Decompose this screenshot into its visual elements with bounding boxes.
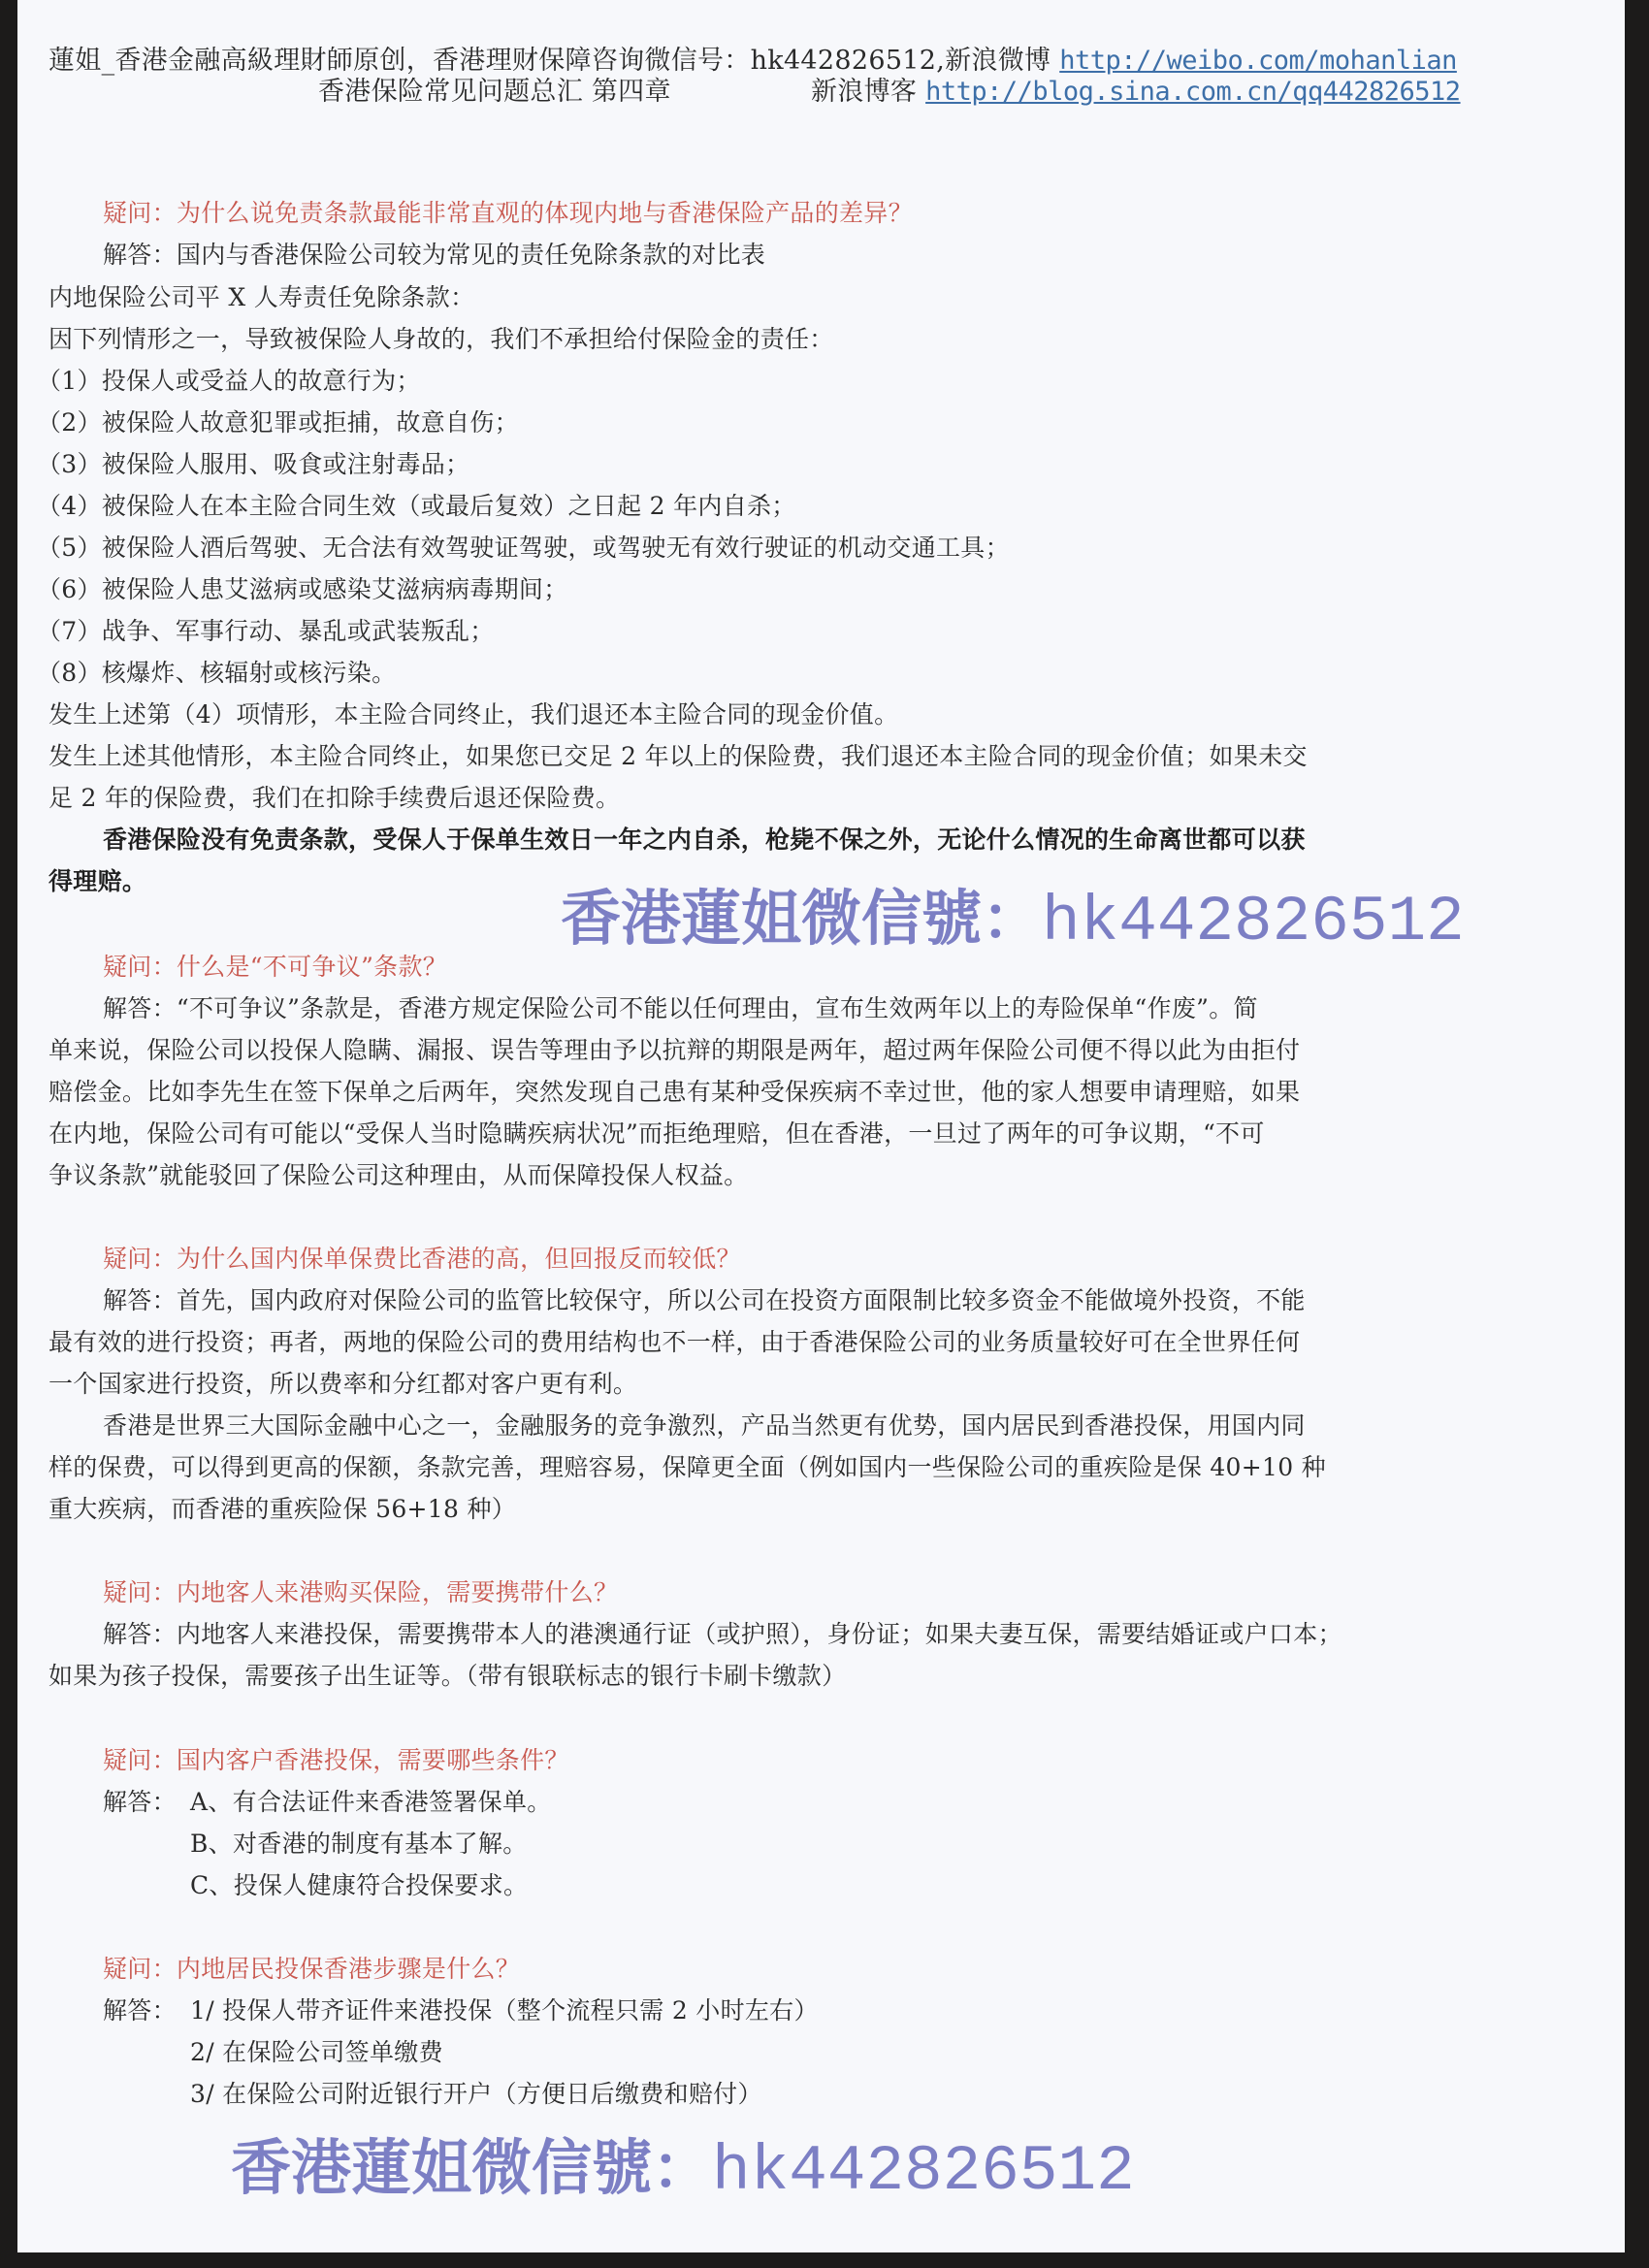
answer-2-line: 单来说，保险公司以投保人隐瞒、漏报、误告等理由予以抗辩的期限是两年，超过两年保险公司便不得以此为由拒付 [48, 1036, 1301, 1064]
header-line-1 [48, 47, 1457, 76]
blog-label: 新浪博客 [811, 77, 926, 107]
watermark-label: 香港蓮姐微信號： [231, 2132, 713, 2203]
question-1: 疑问：为什么说免责条款最能非常直观的体现内地与香港保险产品的差异？ [103, 199, 913, 227]
weibo-link[interactable]: http://weibo.com/mohanlian [1059, 46, 1457, 76]
exclusion-item: （2）被保险人故意犯罪或拒捕，故意自伤； [37, 408, 519, 437]
exclusion-item: （5）被保险人酒后驾驶、无合法有效驾驶证驾驶，或驾驶无有效行驶证的机动交通工具； [37, 534, 1010, 562]
answer-5-label: 解答： [103, 1788, 177, 1816]
answer-2-line: 在内地，保险公司有可能以“受保人当时隐瞒疾病状况”而拒绝理赔，但在香港，一旦过了两年的可争议期，“不可 [48, 1119, 1265, 1148]
scanned-page [17, 0, 1625, 2252]
answer-2-line: 解答：“不可争议”条款是，香港方规定保险公司不能以任何理由，宣布生效两年以上的寿险保单“作废”。简 [103, 994, 1258, 1022]
answer-3-line: 一个国家进行投资，所以费率和分红都对客户更有利。 [48, 1370, 638, 1398]
step-item: 3/ 在保险公司附近银行开户（方便日后缴费和赔付） [190, 2080, 762, 2108]
exclusion-item: （4）被保险人在本主险合同生效（或最后复效）之日起 2 年内自杀； [37, 492, 796, 520]
watermark-id: hk442826512 [1042, 886, 1465, 958]
answer-1-after: 发生上述其他情形，本主险合同终止，如果您已交足 2 年以上的保险费，我们退还本主险合同的现金价值；如果未交 [48, 742, 1308, 770]
exclusion-item: （6）被保险人患艾滋病或感染艾滋病病毒期间； [37, 575, 568, 603]
condition-item: A、有合法证件来香港签署保单。 [190, 1788, 552, 1816]
answer-3b-line: 样的保费，可以得到更高的保额，条款完善，理赔容易，保障更全面（例如国内一些保险公司的重疾险是保 40+10 种 [48, 1453, 1326, 1481]
answer-3-line: 解答：首先，国内政府对保险公司的监管比较保守，所以公司在投资方面限制比较多资金不能做境外投资，不能 [103, 1286, 1306, 1314]
exclusion-item: （1）投保人或受益人的故意行为； [37, 367, 421, 395]
answer-2-line: 争议条款”就能驳回了保险公司这种理由，从而保障投保人权益。 [48, 1161, 749, 1189]
answer-3b-line: 重大疾病，而香港的重疾险保 56+18 种） [48, 1495, 517, 1523]
question-2: 疑问：什么是“不可争议”条款？ [103, 953, 448, 981]
hk-note: 香港保险没有免责条款，受保人于保单生效日一年之内自杀，枪毙不保之外，无论什么情况的生命离世都可以获 [103, 826, 1306, 854]
hk-note: 得理赔。 [48, 867, 147, 895]
answer-2-line: 赔偿金。比如李先生在签下保单之后两年，突然发现自己患有某种受保疾病不幸过世，他的家人想要申请理赔，如果 [48, 1078, 1301, 1106]
answer-1-after: 足 2 年的保险费，我们在扣除手续费后退还保险费。 [48, 784, 621, 812]
condition-item: B、对香港的制度有基本了解。 [190, 1830, 528, 1858]
step-item: 1/ 投保人带齐证件来港投保（整个流程只需 2 小时左右） [190, 1996, 819, 2025]
question-5: 疑问：国内客户香港投保，需要哪些条件？ [103, 1746, 569, 1774]
answer-3-line: 最有效的进行投资；再者，两地的保险公司的费用结构也不一样，由于香港保险公司的业务质量较好可在全世界任何 [48, 1328, 1301, 1356]
answer-1-after: 发生上述第（4）项情形，本主险合同终止，我们退还本主险合同的现金价值。 [48, 700, 899, 729]
header-credit: 蓮姐_香港金融高級理財師原创，香港理财保障咨询微信号：hk442826512,新浪微博 [48, 46, 1060, 76]
exclusion-item: （8）核爆炸、核辐射或核污染。 [37, 659, 397, 687]
answer-1-lead: 因下列情形之一，导致被保险人身故的，我们不承担给付保险金的责任： [48, 325, 834, 353]
blog-link[interactable]: http://blog.sina.com.cn/qq442826512 [925, 77, 1461, 107]
exclusion-item: （7）战争、军事行动、暴乱或武装叛乱； [37, 617, 495, 645]
question-6: 疑问：内地居民投保香港步骤是什么？ [103, 1955, 521, 1983]
answer-3b-line: 香港是世界三大国际金融中心之一，金融服务的竞争激烈，产品当然更有优势，国内居民到香港投保，用国内同 [103, 1411, 1306, 1440]
answer-4-line: 解答：内地客人来港投保，需要携带本人的港澳通行证（或护照），身份证；如果夫妻互保，需要结婚证或户口本； [103, 1620, 1342, 1648]
answer-1-subtitle: 内地保险公司平 X 人寿责任免除条款： [48, 283, 475, 311]
exclusion-item: （3）被保险人服用、吸食或注射毒品； [37, 450, 470, 478]
question-4: 疑问：内地客人来港购买保险，需要携带什么？ [103, 1578, 619, 1606]
answer-6-label: 解答： [103, 1996, 177, 2025]
watermark [231, 2134, 1135, 2206]
condition-item: C、投保人健康符合投保要求。 [190, 1871, 529, 1899]
chapter-title: 香港保险常见问题总汇 第四章 [318, 77, 671, 107]
answer-4-line: 如果为孩子投保，需要孩子出生证等。（带有银联标志的银行卡刷卡缴款） [48, 1662, 847, 1690]
watermark [561, 885, 1465, 956]
header-line-2 [318, 78, 671, 107]
header-blog [811, 78, 1461, 107]
watermark-label: 香港蓮姐微信號： [561, 883, 1043, 954]
watermark-id: hk442826512 [712, 2135, 1135, 2208]
question-3: 疑问：为什么国内保单保费比香港的高，但回报反而较低？ [103, 1245, 741, 1273]
step-item: 2/ 在保险公司签单缴费 [190, 2038, 443, 2066]
answer-1-intro: 解答：国内与香港保险公司较为常见的责任免除条款的对比表 [103, 241, 766, 269]
